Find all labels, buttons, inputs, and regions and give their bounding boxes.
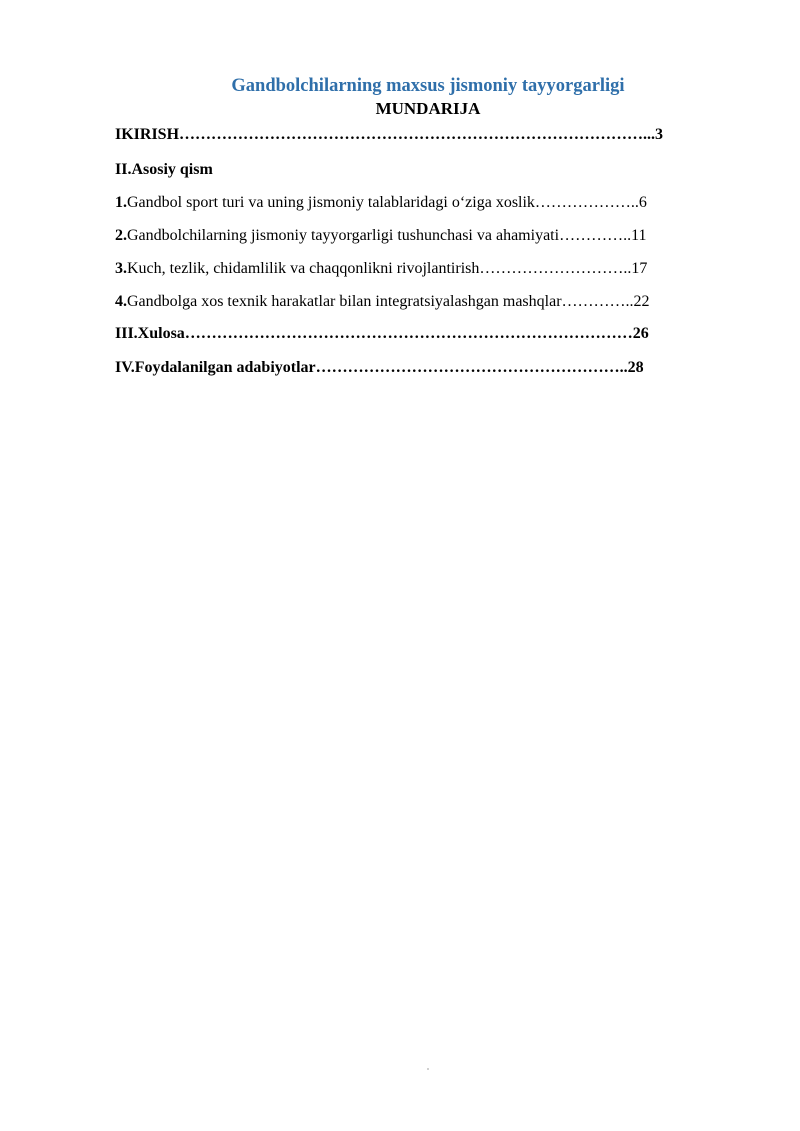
- toc-section-text: Kuch, tezlik, chidamlilik va chaqqonlikni rivojlantirish………………………..17: [127, 260, 648, 277]
- page-number-mark: [427, 1068, 429, 1070]
- toc-entry-section-3: [115, 259, 745, 279]
- toc-entry-conclusion: III.Xulosa…………………………………………………………………………26: [115, 325, 649, 342]
- toc-section-number: 3.: [115, 260, 127, 277]
- toc-entry-section-2: [115, 226, 745, 246]
- toc-entry-references: IV.Foydalanilgan adabiyotlar…………………………………………………..28: [115, 359, 644, 376]
- toc-section-text: Gandbolchilarning jismoniy tayyorgarligi tushunchasi va ahamiyati…………..11: [127, 227, 647, 244]
- toc-heading: MUNDARIJA: [375, 99, 481, 118]
- toc-entry-intro: IKIRISH……………………………………………………………………………...3: [115, 126, 664, 143]
- toc-section-text: Gandbol sport turi va uning jismoniy talablaridagi o‘ziga xoslik………………..6: [127, 194, 647, 211]
- toc-section-number: 2.: [115, 227, 127, 244]
- toc-entry-section-4: [115, 292, 745, 312]
- toc-section-text: Gandbolga xos texnik harakatlar bilan integratsiyalashgan mashqlar…………..22: [127, 293, 650, 310]
- toc-section-number: 1.: [115, 194, 127, 211]
- document-title: Gandbolchilarning maxsus jismoniy tayyorgarligi: [231, 76, 625, 96]
- toc-entry-section-1: [115, 193, 745, 213]
- toc-entry-main-part: II.Asosiy qism: [115, 161, 213, 178]
- toc-section-number: 4.: [115, 293, 127, 310]
